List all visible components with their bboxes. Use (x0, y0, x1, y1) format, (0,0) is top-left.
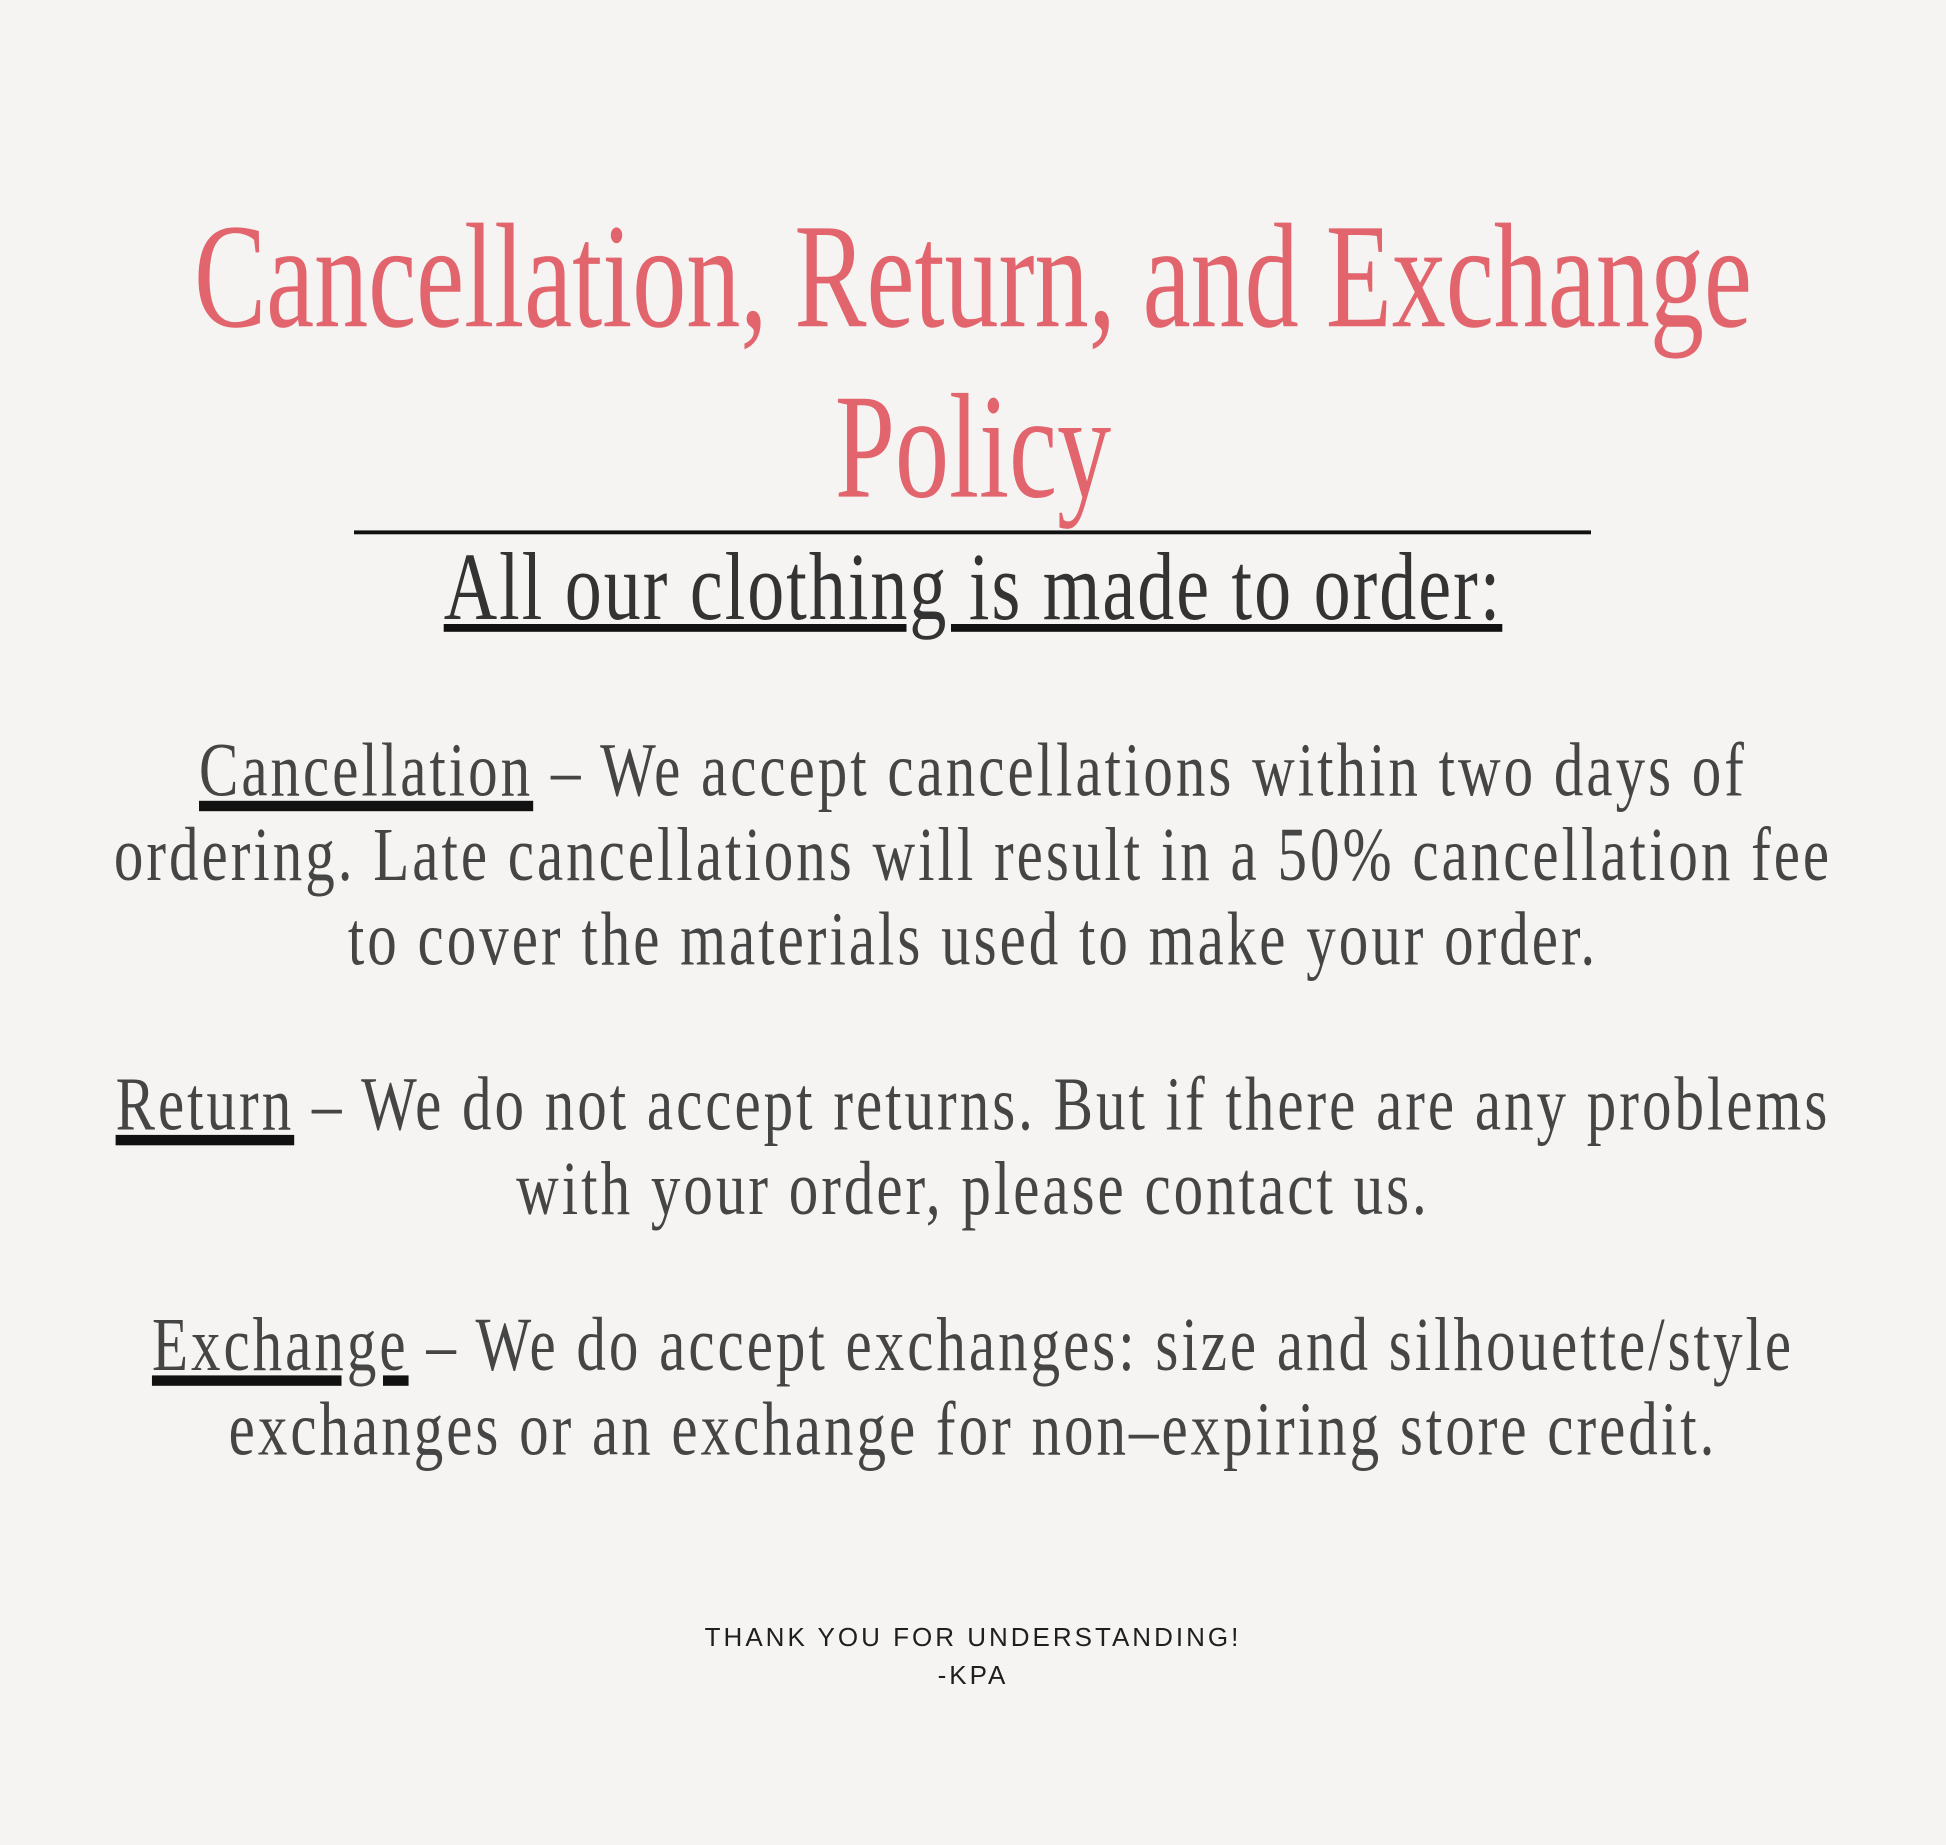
subtitle (0, 530, 1946, 646)
section-exchange (0, 1303, 1946, 1472)
footer (0, 1618, 1946, 1694)
subtitle-underlined-text: All our clothing is made to order: (443, 534, 1503, 641)
footer-signature: -KPA (937, 1660, 1009, 1690)
section-cancellation (0, 728, 1946, 981)
section-cancellation-line-1 (0, 728, 1946, 813)
page-title (58, 191, 1887, 532)
section-exchange-lead-rest: – We do accept exchanges: size and silhouette/style (408, 1301, 1795, 1388)
section-return (0, 1062, 1946, 1231)
section-return-lead: Return (115, 1060, 295, 1147)
section-cancellation-line-3: to cover the materials used to make your order. (347, 895, 1599, 982)
title-line-1: Cancellation, Return, and Exchange (194, 193, 1752, 359)
section-return-line-2: with your order, please contact us. (516, 1145, 1430, 1232)
section-cancellation-line-2: ordering. Late cancellations will result in a 50% cancellation fee (113, 811, 1833, 897)
section-return-lead-rest: – We do not accept returns. But if there are any problems (294, 1060, 1831, 1147)
section-exchange-line-2: exchanges or an exchange for non–expiring store credit. (228, 1385, 1718, 1472)
title-line-2: Policy (834, 364, 1112, 530)
section-exchange-line-1 (0, 1303, 1946, 1388)
section-exchange-lead: Exchange (151, 1301, 409, 1388)
section-return-line-1 (0, 1062, 1946, 1147)
section-cancellation-lead-rest: – We accept cancellations within two days of (533, 726, 1747, 813)
footer-thanks-text: THANK YOU FOR UNDERSTANDING! (704, 1622, 1242, 1652)
section-cancellation-lead: Cancellation (199, 726, 534, 813)
